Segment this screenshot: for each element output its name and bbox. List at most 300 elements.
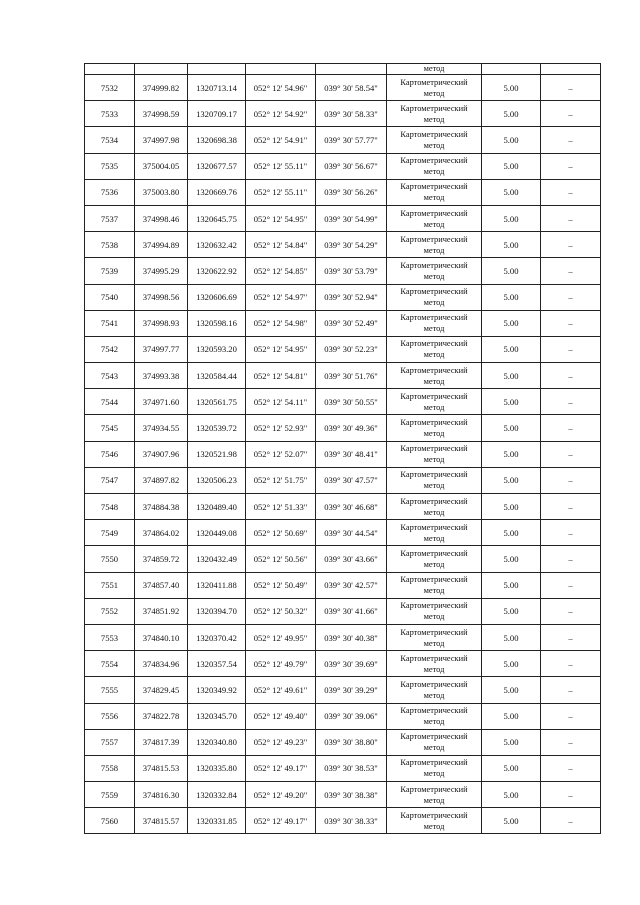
table-row xyxy=(85,572,601,598)
error-cell: 5.00 xyxy=(482,467,541,493)
latitude-cell: 052° 12' 49.17" xyxy=(246,755,316,781)
method-line-1: Картометрический xyxy=(400,234,468,244)
error-cell: 5.00 xyxy=(482,729,541,755)
point-number-cell: 7555 xyxy=(85,677,135,703)
method-cell xyxy=(387,782,482,808)
method-line-1: Картометрический xyxy=(400,758,468,768)
method-line-1: Картометрический xyxy=(400,784,468,794)
error-cell: 5.00 xyxy=(482,494,541,520)
method-line-2: метод xyxy=(423,167,445,177)
latitude-cell: 052° 12' 55.11" xyxy=(246,179,316,205)
method-line-1: Картометрический xyxy=(400,444,468,454)
method-cell xyxy=(387,284,482,310)
method-line-2: метод xyxy=(423,298,445,308)
y-coordinate-cell: 1320539.72 xyxy=(188,415,246,441)
note-cell: – xyxy=(541,75,601,101)
longitude-cell: 039° 30' 40.38" xyxy=(316,624,387,650)
method-line-1: Картометрический xyxy=(400,679,468,689)
method-line-1: Картометрический xyxy=(400,156,468,166)
longitude-cell: 039° 30' 56.26" xyxy=(316,179,387,205)
longitude-cell: 039° 30' 39.69" xyxy=(316,651,387,677)
method-line-1: Картометрический xyxy=(400,208,468,218)
x-coordinate-cell: 374859.72 xyxy=(135,546,188,572)
note-cell: – xyxy=(541,101,601,127)
y-coordinate-cell: 1320593.20 xyxy=(188,336,246,362)
method-line-2: метод xyxy=(423,481,445,491)
error-cell: 5.00 xyxy=(482,310,541,336)
table-row xyxy=(85,310,601,336)
longitude-cell: 039° 30' 41.66" xyxy=(316,598,387,624)
method-line-1: Картометрический xyxy=(400,260,468,270)
method-line-2: метод xyxy=(423,533,445,543)
point-number-cell: 7539 xyxy=(85,258,135,284)
method-cell xyxy=(387,467,482,493)
latitude-cell: 052° 12' 49.61" xyxy=(246,677,316,703)
note-cell: – xyxy=(541,598,601,624)
latitude-cell: 052° 12' 50.56" xyxy=(246,546,316,572)
method-cell xyxy=(387,258,482,284)
table-row xyxy=(85,101,601,127)
method-cell xyxy=(387,651,482,677)
note-cell: – xyxy=(541,127,601,153)
x-coordinate-cell: 374994.89 xyxy=(135,232,188,258)
longitude-cell: 039° 30' 38.80" xyxy=(316,729,387,755)
method-line-1: Картометрический xyxy=(400,810,468,820)
method-line-1: Картометрический xyxy=(400,313,468,323)
method-cell xyxy=(387,232,482,258)
error-cell: 5.00 xyxy=(482,258,541,284)
method-cell xyxy=(387,598,482,624)
continuation-cell xyxy=(316,64,387,75)
error-cell: 5.00 xyxy=(482,179,541,205)
error-cell: 5.00 xyxy=(482,389,541,415)
y-coordinate-cell: 1320411.88 xyxy=(188,572,246,598)
method-line-2: метод xyxy=(423,245,445,255)
note-cell: – xyxy=(541,258,601,284)
table-row xyxy=(85,232,601,258)
longitude-cell: 039° 30' 53.79" xyxy=(316,258,387,284)
method-line-2: метод xyxy=(423,429,445,439)
x-coordinate-cell: 374995.29 xyxy=(135,258,188,284)
table-row xyxy=(85,651,601,677)
note-cell: – xyxy=(541,546,601,572)
method-line-1: Картометрический xyxy=(400,182,468,192)
method-cell xyxy=(387,363,482,389)
longitude-cell: 039° 30' 56.67" xyxy=(316,153,387,179)
y-coordinate-cell: 1320345.70 xyxy=(188,703,246,729)
note-cell: – xyxy=(541,703,601,729)
error-cell: 5.00 xyxy=(482,441,541,467)
method-cell xyxy=(387,101,482,127)
error-cell: 5.00 xyxy=(482,75,541,101)
method-line-1: Картометрический xyxy=(400,391,468,401)
method-line-2: метод xyxy=(423,586,445,596)
point-number-cell: 7547 xyxy=(85,467,135,493)
x-coordinate-cell: 374897.82 xyxy=(135,467,188,493)
note-cell: – xyxy=(541,755,601,781)
table-row xyxy=(85,336,601,362)
table-row xyxy=(85,520,601,546)
note-cell: – xyxy=(541,467,601,493)
x-coordinate-cell: 374834.96 xyxy=(135,651,188,677)
latitude-cell: 052° 12' 50.49" xyxy=(246,572,316,598)
x-coordinate-cell: 374934.55 xyxy=(135,415,188,441)
error-cell: 5.00 xyxy=(482,624,541,650)
method-line-1: Картометрический xyxy=(400,496,468,506)
method-line-2: метод xyxy=(423,638,445,648)
longitude-cell: 039° 30' 38.33" xyxy=(316,808,387,834)
x-coordinate-cell: 374851.92 xyxy=(135,598,188,624)
x-coordinate-cell: 374971.60 xyxy=(135,389,188,415)
method-line-1: Картометрический xyxy=(400,287,468,297)
method-line-2: метод xyxy=(423,219,445,229)
note-cell: – xyxy=(541,310,601,336)
y-coordinate-cell: 1320713.14 xyxy=(188,75,246,101)
y-coordinate-cell: 1320669.76 xyxy=(188,179,246,205)
point-number-cell: 7542 xyxy=(85,336,135,362)
longitude-cell: 039° 30' 42.57" xyxy=(316,572,387,598)
table-row xyxy=(85,389,601,415)
error-cell: 5.00 xyxy=(482,101,541,127)
method-line-1: Картометрический xyxy=(400,522,468,532)
table-row xyxy=(85,703,601,729)
error-cell: 5.00 xyxy=(482,598,541,624)
x-coordinate-cell: 374998.93 xyxy=(135,310,188,336)
latitude-cell: 052° 12' 54.98" xyxy=(246,310,316,336)
y-coordinate-cell: 1320335.80 xyxy=(188,755,246,781)
method-line-1: Картометрический xyxy=(400,339,468,349)
x-coordinate-cell: 375004.05 xyxy=(135,153,188,179)
method-cell xyxy=(387,415,482,441)
x-coordinate-cell: 374907.96 xyxy=(135,441,188,467)
y-coordinate-cell: 1320331.85 xyxy=(188,808,246,834)
y-coordinate-cell: 1320340.80 xyxy=(188,729,246,755)
point-number-cell: 7558 xyxy=(85,755,135,781)
table-row xyxy=(85,677,601,703)
latitude-cell: 052° 12' 49.95" xyxy=(246,624,316,650)
note-cell: – xyxy=(541,677,601,703)
method-line-2: метод xyxy=(423,402,445,412)
method-line-1: Картометрический xyxy=(400,706,468,716)
point-number-cell: 7553 xyxy=(85,624,135,650)
note-cell: – xyxy=(541,415,601,441)
latitude-cell: 052° 12' 54.91" xyxy=(246,127,316,153)
latitude-cell: 052° 12' 51.33" xyxy=(246,494,316,520)
latitude-cell: 052° 12' 54.95" xyxy=(246,336,316,362)
point-number-cell: 7559 xyxy=(85,782,135,808)
method-line-1: Картометрический xyxy=(400,77,468,87)
latitude-cell: 052° 12' 49.17" xyxy=(246,808,316,834)
latitude-cell: 052° 12' 50.32" xyxy=(246,598,316,624)
method-line-2: метод xyxy=(423,690,445,700)
longitude-cell: 039° 30' 38.38" xyxy=(316,782,387,808)
method-cell xyxy=(387,494,482,520)
point-number-cell: 7537 xyxy=(85,205,135,231)
continuation-cell xyxy=(85,64,135,75)
latitude-cell: 052° 12' 51.75" xyxy=(246,467,316,493)
point-number-cell: 7549 xyxy=(85,520,135,546)
coordinates-table xyxy=(84,63,601,834)
table-row xyxy=(85,258,601,284)
point-number-cell: 7538 xyxy=(85,232,135,258)
error-cell: 5.00 xyxy=(482,232,541,258)
note-cell: – xyxy=(541,205,601,231)
x-coordinate-cell: 374822.78 xyxy=(135,703,188,729)
error-cell: 5.00 xyxy=(482,677,541,703)
longitude-cell: 039° 30' 47.57" xyxy=(316,467,387,493)
x-coordinate-cell: 374999.82 xyxy=(135,75,188,101)
longitude-cell: 039° 30' 39.06" xyxy=(316,703,387,729)
method-line-1: Картометрический xyxy=(400,470,468,480)
method-line-2: метод xyxy=(423,324,445,334)
note-cell: – xyxy=(541,336,601,362)
x-coordinate-cell: 374998.59 xyxy=(135,101,188,127)
method-line-2: метод xyxy=(423,271,445,281)
y-coordinate-cell: 1320449.08 xyxy=(188,520,246,546)
note-cell: – xyxy=(541,729,601,755)
method-line-2: метод xyxy=(423,193,445,203)
note-cell: – xyxy=(541,284,601,310)
point-number-cell: 7541 xyxy=(85,310,135,336)
point-number-cell: 7554 xyxy=(85,651,135,677)
table-row xyxy=(85,598,601,624)
point-number-cell: 7535 xyxy=(85,153,135,179)
longitude-cell: 039° 30' 43.66" xyxy=(316,546,387,572)
latitude-cell: 052° 12' 54.85" xyxy=(246,258,316,284)
y-coordinate-cell: 1320394.70 xyxy=(188,598,246,624)
continuation-method-cell: метод xyxy=(387,64,482,75)
y-coordinate-cell: 1320506.23 xyxy=(188,467,246,493)
table-row xyxy=(85,75,601,101)
longitude-cell: 039° 30' 57.77" xyxy=(316,127,387,153)
error-cell: 5.00 xyxy=(482,336,541,362)
continuation-cell xyxy=(246,64,316,75)
latitude-cell: 052° 12' 54.96" xyxy=(246,75,316,101)
error-cell: 5.00 xyxy=(482,127,541,153)
table-row xyxy=(85,205,601,231)
method-line-2: метод xyxy=(423,350,445,360)
note-cell: – xyxy=(541,782,601,808)
point-number-cell: 7556 xyxy=(85,703,135,729)
method-line-2: метод xyxy=(423,559,445,569)
latitude-cell: 052° 12' 49.79" xyxy=(246,651,316,677)
latitude-cell: 052° 12' 54.92" xyxy=(246,101,316,127)
method-cell xyxy=(387,546,482,572)
method-cell xyxy=(387,179,482,205)
method-line-2: метод xyxy=(423,717,445,727)
x-coordinate-cell: 374815.53 xyxy=(135,755,188,781)
error-cell: 5.00 xyxy=(482,782,541,808)
error-cell: 5.00 xyxy=(482,363,541,389)
table-row xyxy=(85,127,601,153)
method-line-2: метод xyxy=(423,376,445,386)
x-coordinate-cell: 374829.45 xyxy=(135,677,188,703)
method-line-1: Картометрический xyxy=(400,365,468,375)
method-line-2: метод xyxy=(423,769,445,779)
table-row xyxy=(85,467,601,493)
method-line-2: метод xyxy=(423,821,445,831)
method-cell xyxy=(387,520,482,546)
point-number-cell: 7546 xyxy=(85,441,135,467)
method-cell xyxy=(387,310,482,336)
method-cell xyxy=(387,336,482,362)
error-cell: 5.00 xyxy=(482,153,541,179)
method-cell xyxy=(387,205,482,231)
longitude-cell: 039° 30' 50.55" xyxy=(316,389,387,415)
x-coordinate-cell: 374840.10 xyxy=(135,624,188,650)
note-cell: – xyxy=(541,520,601,546)
table-row xyxy=(85,179,601,205)
note-cell: – xyxy=(541,153,601,179)
method-line-2: метод xyxy=(423,507,445,517)
y-coordinate-cell: 1320332.84 xyxy=(188,782,246,808)
table-row xyxy=(85,546,601,572)
point-number-cell: 7548 xyxy=(85,494,135,520)
table-row xyxy=(85,808,601,834)
longitude-cell: 039° 30' 38.53" xyxy=(316,755,387,781)
x-coordinate-cell: 374993.38 xyxy=(135,363,188,389)
y-coordinate-cell: 1320622.92 xyxy=(188,258,246,284)
longitude-cell: 039° 30' 49.36" xyxy=(316,415,387,441)
method-line-2: метод xyxy=(423,795,445,805)
point-number-cell: 7552 xyxy=(85,598,135,624)
error-cell: 5.00 xyxy=(482,284,541,310)
table-row xyxy=(85,415,601,441)
method-line-1: Картометрический xyxy=(400,601,468,611)
table-body xyxy=(85,64,601,834)
method-cell xyxy=(387,677,482,703)
point-number-cell: 7557 xyxy=(85,729,135,755)
table-row xyxy=(85,755,601,781)
continuation-cell xyxy=(482,64,541,75)
latitude-cell: 052° 12' 54.97" xyxy=(246,284,316,310)
y-coordinate-cell: 1320598.16 xyxy=(188,310,246,336)
method-line-1: Картометрический xyxy=(400,732,468,742)
note-cell: – xyxy=(541,651,601,677)
y-coordinate-cell: 1320561.75 xyxy=(188,389,246,415)
point-number-cell: 7551 xyxy=(85,572,135,598)
method-cell xyxy=(387,441,482,467)
note-cell: – xyxy=(541,494,601,520)
method-line-1: Картометрический xyxy=(400,103,468,113)
longitude-cell: 039° 30' 48.41" xyxy=(316,441,387,467)
latitude-cell: 052° 12' 52.07" xyxy=(246,441,316,467)
longitude-cell: 039° 30' 46.68" xyxy=(316,494,387,520)
y-coordinate-cell: 1320349.92 xyxy=(188,677,246,703)
longitude-cell: 039° 30' 39.29" xyxy=(316,677,387,703)
note-cell: – xyxy=(541,808,601,834)
longitude-cell: 039° 30' 44.54" xyxy=(316,520,387,546)
point-number-cell: 7560 xyxy=(85,808,135,834)
error-cell: 5.00 xyxy=(482,703,541,729)
method-line-1: Картометрический xyxy=(400,575,468,585)
note-cell: – xyxy=(541,441,601,467)
method-cell xyxy=(387,808,482,834)
longitude-cell: 039° 30' 58.33" xyxy=(316,101,387,127)
longitude-cell: 039° 30' 54.99" xyxy=(316,205,387,231)
x-coordinate-cell: 374864.02 xyxy=(135,520,188,546)
note-cell: – xyxy=(541,389,601,415)
error-cell: 5.00 xyxy=(482,415,541,441)
method-line-2: метод xyxy=(423,455,445,465)
continuation-cell xyxy=(188,64,246,75)
latitude-cell: 052° 12' 49.23" xyxy=(246,729,316,755)
y-coordinate-cell: 1320584.44 xyxy=(188,363,246,389)
table-row xyxy=(85,494,601,520)
x-coordinate-cell: 374817.39 xyxy=(135,729,188,755)
longitude-cell: 039° 30' 52.49" xyxy=(316,310,387,336)
note-cell: – xyxy=(541,572,601,598)
error-cell: 5.00 xyxy=(482,651,541,677)
latitude-cell: 052° 12' 49.40" xyxy=(246,703,316,729)
method-line-1: Картометрический xyxy=(400,129,468,139)
point-number-cell: 7550 xyxy=(85,546,135,572)
latitude-cell: 052° 12' 49.20" xyxy=(246,782,316,808)
note-cell: – xyxy=(541,363,601,389)
continuation-cell xyxy=(135,64,188,75)
point-number-cell: 7532 xyxy=(85,75,135,101)
table-row xyxy=(85,363,601,389)
x-coordinate-cell: 374998.46 xyxy=(135,205,188,231)
method-cell xyxy=(387,755,482,781)
method-line-2: метод xyxy=(423,88,445,98)
point-number-cell: 7545 xyxy=(85,415,135,441)
longitude-cell: 039° 30' 52.94" xyxy=(316,284,387,310)
error-cell: 5.00 xyxy=(482,755,541,781)
note-cell: – xyxy=(541,232,601,258)
method-line-2: метод xyxy=(423,664,445,674)
x-coordinate-cell: 374998.56 xyxy=(135,284,188,310)
point-number-cell: 7544 xyxy=(85,389,135,415)
x-coordinate-cell: 375003.80 xyxy=(135,179,188,205)
table-row xyxy=(85,441,601,467)
longitude-cell: 039° 30' 54.29" xyxy=(316,232,387,258)
method-cell xyxy=(387,75,482,101)
table-row xyxy=(85,729,601,755)
x-coordinate-cell: 374815.57 xyxy=(135,808,188,834)
y-coordinate-cell: 1320606.69 xyxy=(188,284,246,310)
method-cell xyxy=(387,153,482,179)
method-line-1: Картометрический xyxy=(400,653,468,663)
x-coordinate-cell: 374857.40 xyxy=(135,572,188,598)
method-cell xyxy=(387,389,482,415)
method-cell xyxy=(387,624,482,650)
method-cell xyxy=(387,729,482,755)
x-coordinate-cell: 374997.98 xyxy=(135,127,188,153)
latitude-cell: 052° 12' 52.93" xyxy=(246,415,316,441)
note-cell: – xyxy=(541,179,601,205)
table-row xyxy=(85,782,601,808)
latitude-cell: 052° 12' 50.69" xyxy=(246,520,316,546)
error-cell: 5.00 xyxy=(482,572,541,598)
method-line-2: метод xyxy=(423,743,445,753)
error-cell: 5.00 xyxy=(482,205,541,231)
table-row xyxy=(85,624,601,650)
point-number-cell: 7543 xyxy=(85,363,135,389)
error-cell: 5.00 xyxy=(482,520,541,546)
longitude-cell: 039° 30' 58.54" xyxy=(316,75,387,101)
continuation-row xyxy=(85,64,601,75)
y-coordinate-cell: 1320698.38 xyxy=(188,127,246,153)
y-coordinate-cell: 1320432.49 xyxy=(188,546,246,572)
y-coordinate-cell: 1320370.42 xyxy=(188,624,246,650)
method-line-2: метод xyxy=(423,114,445,124)
y-coordinate-cell: 1320632.42 xyxy=(188,232,246,258)
y-coordinate-cell: 1320521.98 xyxy=(188,441,246,467)
point-number-cell: 7534 xyxy=(85,127,135,153)
latitude-cell: 052° 12' 54.84" xyxy=(246,232,316,258)
method-line-1: Картометрический xyxy=(400,548,468,558)
